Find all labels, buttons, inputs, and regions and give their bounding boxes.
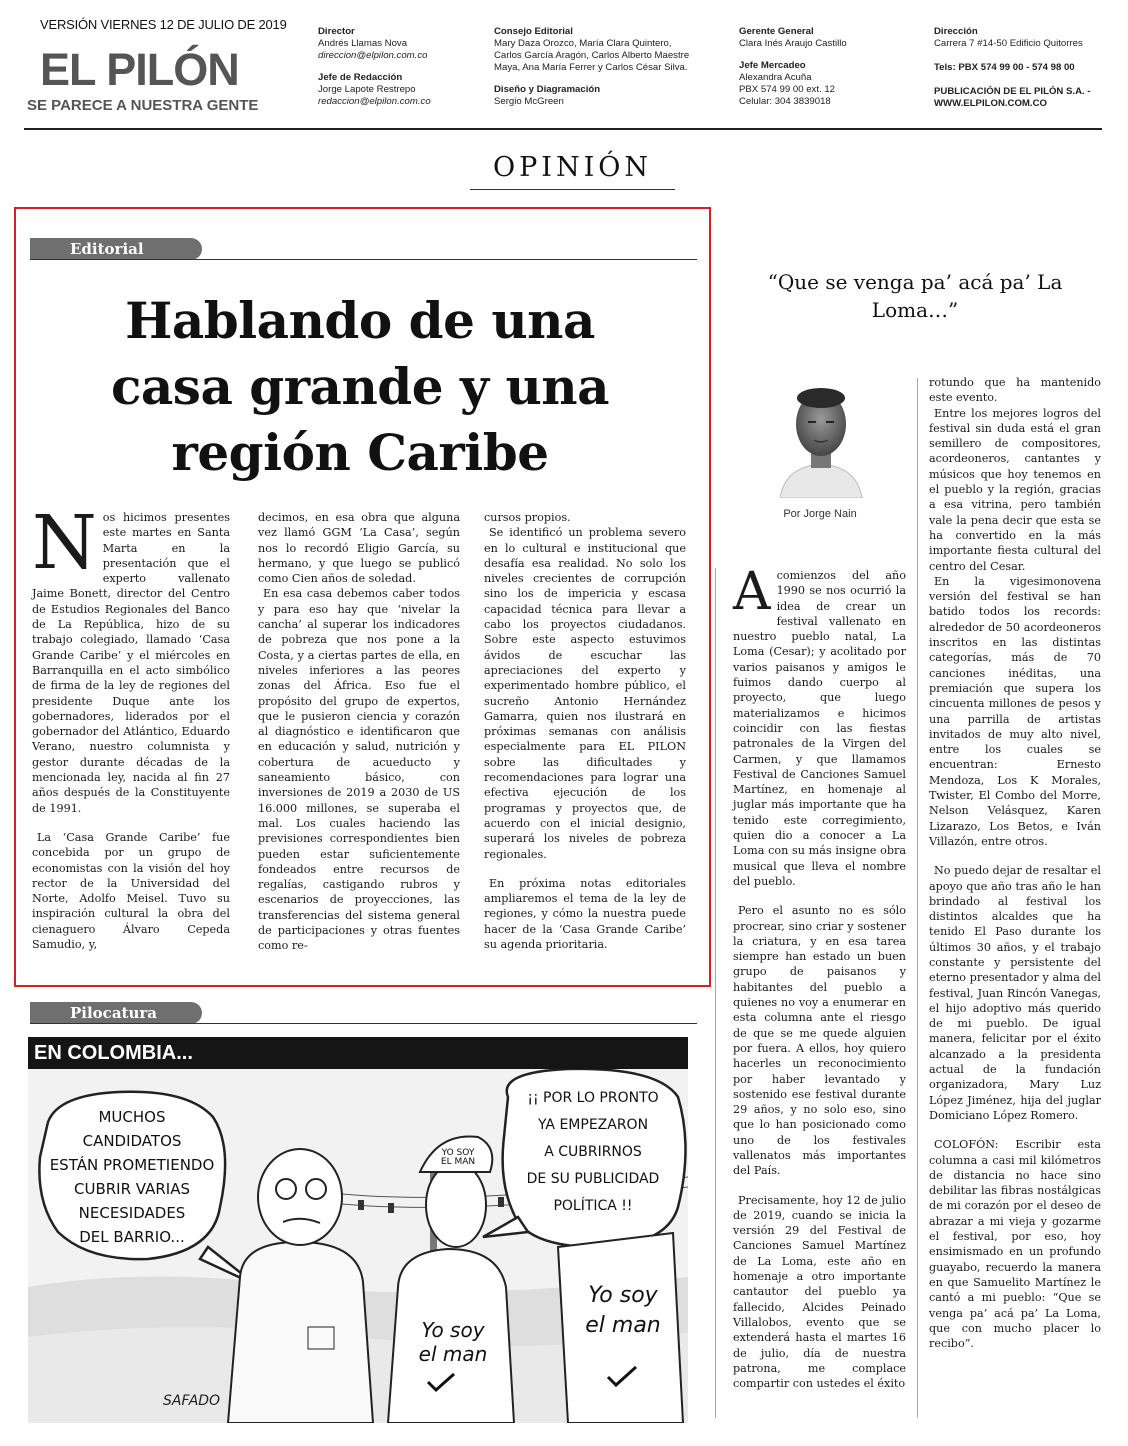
column-divider-inner (917, 378, 918, 1418)
edition-date: VERSIÓN VIERNES 12 DE JULIO DE 2019 (40, 17, 287, 32)
bubble-right-text-line: A CUBRIRNOS (544, 1144, 642, 1160)
sign-text-line: Yo soy (588, 1283, 658, 1308)
editorial-col2-para1: decimos, en esa obra que alguna vez llamó GGM ‘La Casa’, según nos lo recordó Eligio García, su hermano, y que luego se publicó como Cien años de soledad. (258, 511, 460, 586)
cap-text-line: EL MAN (440, 1157, 476, 1167)
political-cartoon (28, 1037, 688, 1423)
sign-text-line: el man (585, 1313, 661, 1338)
editorial-col2-para2: En esa casa debemos caber todos y para eso hay que ‘nivelar la cancha’ al superar los indicadores de pobreza que nos pone a la Costa, y a ciertas partes de ella, en niveles inferiores a las peores zonas del África. Eso fue el propósito del grupo de expertos, que le pusieron ciencia y corazón al diagnóstico e identificaron que en educación y salud, nutrición y cobertura de acueducto y saneamiento básico, con inversiones de 2019 a 2030 de US 16.000 millones, se superaba el mal. Los cuales haciendo las previsiones correspondientes bien pueden estar suficientemente fondeados entre recursos de regalías, castigando rubros y escenarios de proyecciones, las transferencias del sistema general de participaciones y otras fuentes como re- (258, 587, 460, 953)
editorial-headline (40, 288, 680, 486)
diseno-name: Sergio McGreen (494, 96, 564, 107)
editorial-column-2 (258, 510, 460, 954)
bubble-left-text-line: NECESIDADES (78, 1204, 186, 1222)
mercadeo-pbx: PBX 574 99 00 ext. 12 (739, 84, 836, 95)
column-text-2 (929, 375, 1101, 1351)
editorial-dropcap: N (32, 500, 97, 586)
consejo-label: Consejo Editorial (494, 26, 573, 37)
editorial-col1-para2: La ‘Casa Grande Caribe’ fue concebida por un grupo de economistas con la visión del hoy rector de la Universidad del Norte, Adolfo Meisel. Tuvo su inspiración cultural la obra del cienaguero Álvaro Cepeda Samudio, y, (32, 830, 230, 952)
jefe-email: redaccion@elpilon.com.co (318, 96, 431, 107)
jefe-label: Jefe de Redacción (318, 72, 403, 83)
headline-line-1: Hablando de una (125, 291, 595, 350)
editorial-tab-rule (30, 259, 697, 260)
bubble-right-text-line: YA EMPEZARON (537, 1117, 649, 1133)
mercadeo-name: Alexandra Acuña (739, 72, 812, 83)
pilocatura-tab: Pilocatura (30, 1002, 202, 1024)
editorial-tab: Editorial (30, 238, 202, 260)
jefe-name: Jorge Lapote Restrepo (318, 84, 416, 95)
editorial-column-1 (32, 500, 230, 952)
direccion-address: Carrera 7 #14-50 Edificio Quitorres (934, 38, 1083, 49)
director-email: direccion@elpilon.com.co (318, 50, 428, 61)
columnist-photo (776, 382, 866, 498)
consejo-line-3: Maya, Ana María Ferrer y Carlos César Silva. (494, 62, 688, 73)
diseno-label: Diseño y Diagramación (494, 84, 601, 95)
column-c1-para3: Precisamente, hoy 12 de julio de 2019, cuando se inicia la versión 29 del Festival de Canciones Samuel Martínez de La Loma, este año en homenaje a otro importante cantautor del pueblo ya fallecido, Alcides Peinado Villalobos, evento que se extenderá hasta el martes 16 de julio, día de nuestra patrona, me complace compartir con ustedes el éxito (733, 1193, 906, 1391)
bubble-left-text-line: CANDIDATOS (82, 1132, 182, 1150)
bubble-right-text-line: DE SU PUBLICIDAD (526, 1171, 660, 1187)
column-c1-para1: comienzos del año 1990 se nos ocurrió la idea de crear un festival vallenato en nuestro pueblo natal, La Loma (Cesar); y acolitado por varios paisanos y amigos le fuimos dando cuerpo al proyecto, que luego materializamos e hicimos coincidir con las fiestas patronales de la Virgen del Carmen, y que llamamos Festival de Canciones Samuel Martínez, en homenaje al juglar más importante que ha tenido este corregimiento, quien dio a conocer a La Loma con su más insigne obra musical que lleva el nombre del pueblo. (733, 569, 906, 888)
staff-gerencia-block (739, 26, 919, 108)
bubble-left-text-line: CUBRIR VARIAS (74, 1180, 190, 1198)
pilocatura-tab-rule (30, 1023, 697, 1024)
column-text-1 (733, 562, 906, 1391)
cartoonist-signature: SAFADO (163, 1393, 221, 1409)
editorial-col3-para1: cursos propios. (484, 511, 571, 524)
section-title: OPINIÓN (492, 152, 653, 183)
column-c2-para3: En la vigesimonovena versión del festival se han batido todos los records: alrededor de 50 acordeoneros inscritos en las distintas categorías, más de 70 canciones inéditas, una premiación que supera los cincuenta millones de pesos y una parrilla de artistas invitados de muy alto nivel, entre los cuales se encuentran: Ernesto Mendoza, Los K Morales, Twister, El Combo del Morre, Nelson Velásquez, Karen Lizarazo, Los Betos, e Iván Villazón, entre otros. (929, 574, 1101, 848)
mercadeo-cel: Celular: 304 3839018 (739, 96, 831, 107)
mercadeo-label: Jefe Mercadeo (739, 60, 806, 71)
bubble-left-text-line: ESTÁN PROMETIENDO (49, 1156, 215, 1174)
editorial-col3-para2: Se identificó un problema severo en lo cultural e institucional que desafía esa realidad. No solo los niveles crecientes de corrupción sino los de impericia y escasa capacidad técnica para llevar a cabo los proyectos ciudadanos. Sobre este aspecto estuvimos ávidos de escuchar las apreciaciones del experto y experimentado hombre público, el sucreño Antonio Hernández Gamarra, quien nos ilustrará en próximas semanas con análisis especialmente para EL PILON sobre las dificultades y recomendaciones para lograr una efectiva ejecución de los programas y proyectos que, de acuerdo con el inicial designio, superará los niveles de pobreza regionales. (484, 526, 686, 861)
director-name: Andrés Llamas Nova (318, 38, 408, 49)
consejo-line-2: Carlos García Aragón, Carlos Alberto Maestre (494, 50, 690, 61)
cap-text (441, 1148, 475, 1167)
column-c2-para2: Entre los mejores logros del festival sin duda está el gran semillero de compositores, acordeoneros, cantantes y músicos que hoy tenemos en el pueblo y la región, gracias a esa vitrina, pero también vale la pena decir que esta se ha convertido en la más importante fiesta cultural del centro del Cesar. (929, 406, 1101, 573)
staff-director-block (318, 26, 488, 108)
column-c2-para5: COLOFÓN: Escribir esta columna a casi mil kilómetros de distancia no hace sino debilitar las fibras nostálgicas de mi corazón por el deseo de abrazar a mi vieja y gozarme el festival, por eso, hoy ensimismado en un profundo guayabo, recuerdo la manera en que Samuelito Martínez le cantó a mi pueblo: “Que se venga pa’ acá pa’ La Loma, que con mucho placer lo recibo”. (929, 1138, 1101, 1351)
bubble-right-text-line: ¡¡ POR LO PRONTO (527, 1090, 659, 1106)
column-c2-para4: No puedo dejar de resaltar el apoyo que año tras año le han brindado al festival los distintos alcaldes que ha tenido El Paso durante los últimos 30 años, y el trabajo constante y persistente del eterno presentador y alma del festival, Juan Rincón Vanegas, el hijo adoptivo más querido de mi pueblo. De igual manera, felicitar por el éxito alcanzado a la presidenta actual de la fundación organizadora, Mary Luz López Jiménez, hija del juglar Domiciano López Romero. (929, 864, 1101, 1122)
staff-consejo-block (494, 26, 724, 108)
bubble-left-text-line: MUCHOS (98, 1108, 166, 1126)
consejo-line-1: Mary Daza Orozco, María Clara Quintero, (494, 38, 672, 49)
column-title: “Que se venga pa’ acá pa’ La Loma…” (767, 270, 1063, 322)
bubble-left-text-line: DEL BARRIO... (79, 1228, 185, 1246)
shirt-text-line: el man (418, 1342, 488, 1366)
bubble-right-text-line: POLÍTICA !! (553, 1198, 633, 1214)
shirt-text (419, 1318, 488, 1366)
headline-line-2: casa grande y una (110, 357, 610, 416)
column-divider (715, 568, 716, 1418)
editorial-column-3 (484, 510, 686, 952)
direccion-label: Dirección (934, 26, 978, 37)
newspaper-logo: EL PILÓN (40, 44, 239, 95)
cartoon-banner-text: EN COLOMBIA... (34, 1042, 193, 1064)
columnist-byline: Por Jorge Nain (783, 508, 857, 520)
direccion-tel: Tels: PBX 574 99 00 - 574 98 00 (934, 62, 1075, 73)
gerente-label: Gerente General (739, 26, 814, 37)
section-rule (470, 189, 675, 190)
publicacion-label: PUBLICACIÓN DE EL PILÓN S.A. - (934, 86, 1091, 97)
cap-text-line: YO SOY (441, 1148, 475, 1158)
gerente-name: Clara Inés Araujo Castillo (739, 38, 847, 49)
website-link[interactable]: WWW.ELPILON.COM.CO (934, 98, 1047, 109)
editorial-col3-para3: En próxima notas editoriales ampliaremos el tema de la ley de regiones, y cómo la nuestra puede hacer de la ‘Casa Grande Caribe’ su agenda prioritaria. (484, 876, 686, 952)
cartoon-banner (28, 1037, 688, 1069)
column-dropcap: A (733, 562, 771, 622)
director-label: Director (318, 26, 355, 37)
shirt-text-line: Yo soy (421, 1318, 485, 1342)
headline-line-3: región Caribe (171, 423, 549, 482)
column-c1-para2: Pero el asunto no es sólo procrear, sino criar y sostener la criatura, y en esa tarea siempre han estado un buen grupo de paisanos y habitantes del pueblo a quienes no voy a enumerar en esta columna ante el riesgo de que se me quede alguien por fuera. A ellos, hoy quiero hacerles un reconocimiento por haber levantado y sostenido ese festival durante 29 años, y no solo eso, sino que lo han posicionado como uno de los festivales vallenatos más importantes del País. (733, 904, 906, 1178)
editorial-col1-para1: os hicimos presentes este martes en Santa Marta en la presentación que el experto vallenato Jaime Bonett, director del Centro de Estudios Regionales del Banco de La República, hizo de su trabajo colegiado, llamado ‘Casa Grande Caribe’ y el miércoles en Barranquilla en el acto simbólico de firma de la ley de regiones del presidente Duque ante los gobernadores, liderados por el gobernador del Atlántico, Eduardo Verano, nuestro columnista y gestor durante décadas de la mencionada ley, nacida al fin 27 años después de la Constituyente de 1991. (32, 511, 230, 815)
masthead-rule (24, 128, 1102, 130)
newspaper-tagline: SE PARECE A NUESTRA GENTE (27, 97, 259, 114)
column-c2-para1: rotundo que ha mantenido este evento. (929, 376, 1101, 405)
staff-direccion-block (934, 26, 1104, 110)
